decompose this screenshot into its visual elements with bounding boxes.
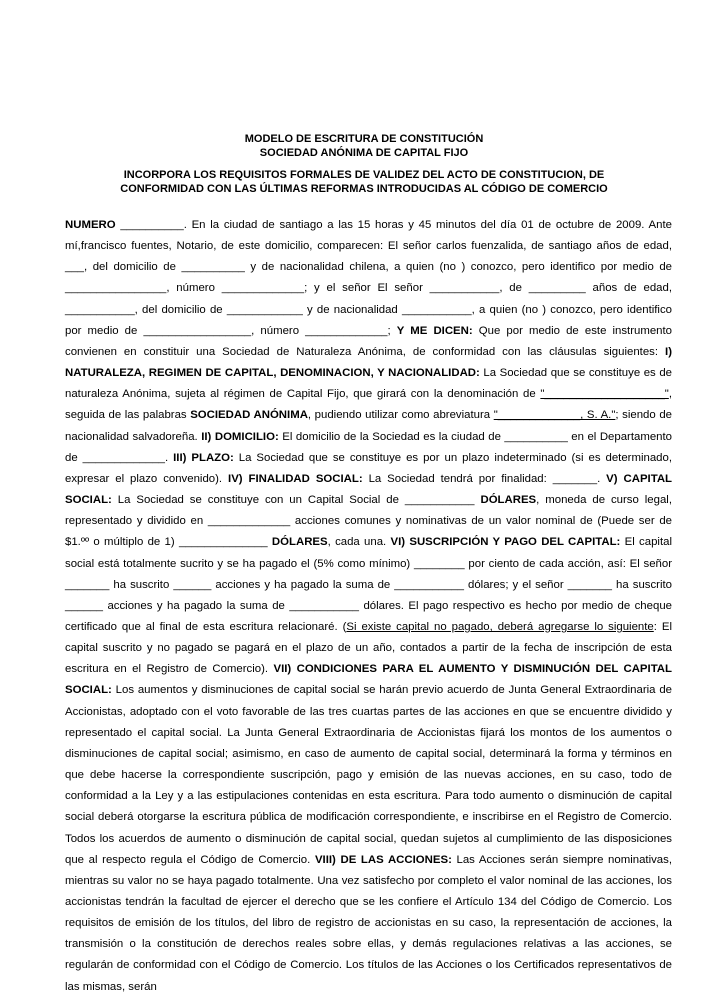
clause-heading-domicilio: II) DOMICILIO:	[201, 430, 279, 443]
body-text: La Sociedad se constituye con un Capital Social de ___________	[111, 494, 475, 507]
clause-heading-suscripcion: VI) SUSCRIPCIÓN Y PAGO DEL CAPITAL:	[390, 536, 621, 549]
abreviatura-blank: "_____________, S. A."	[493, 409, 616, 422]
dolares-label: DÓLARES	[480, 494, 537, 507]
body-text: El domicilio de la Sociedad es la ciudad de __________ en el Departamento de _____________.	[65, 430, 673, 464]
document-title-line-1: MODELO DE ESCRITURA DE CONSTITUCIÓN	[244, 133, 484, 145]
body-text: , pudiendo utilizar como abreviatura	[307, 409, 494, 422]
clause-heading-condiciones-capital: VII) CONDICIONES PARA EL AUMENTO Y DISMINUCIÓN DEL CAPITAL SOCIAL:	[65, 663, 672, 697]
clause-heading-finalidad: IV) FINALIDAD SOCIAL:	[228, 472, 363, 485]
document-subtitle-line-1: INCORPORA LOS REQUISITOS FORMALES DE VALIDEZ DEL ACTO DE CONSTITUCION, DE	[123, 169, 605, 181]
body-text: , seguida de las palabras	[65, 388, 672, 422]
clause-heading-plazo: III) PLAZO:	[173, 451, 234, 464]
body-text: La Sociedad tendrá por finalidad: _______.	[362, 472, 601, 485]
body-text: ; siendo de nacionalidad salvadoreña.	[65, 409, 672, 443]
body-text: Que por medio de este instrumento convienen en constituir una Sociedad de Naturaleza Anónima, de conformidad con las cláusulas siguientes:	[65, 324, 673, 358]
body-text: __________. En la ciudad de santiago a las 15 horas y 45 minutos del día 01 de octubre de 2009. Ante mí,francisco fuentes, Notario, de este domicilio, comparecen: El señor carlos fuenzalida, de santiago años de edad, ___, del domicilio de __________ y de nacionalidad chilena, a quien (no ) conozco, pero identifico por medio de ________________, número _____________; y el señor El señor ___________, de _________ años de edad, ___________, del domicilio de ____________ y de nacionalidad ___________, a quien (no ) conozco, pero identifico por medio de _________________, número _____________;	[65, 219, 672, 337]
clause-heading-naturaleza: I) NATURALEZA, REGIMEN DE CAPITAL, DENOMINACION, Y NACIONALIDAD:	[65, 345, 672, 380]
dolares-label: DÓLARES	[271, 536, 328, 549]
clause-heading-capital-social: V) CAPITAL SOCIAL:	[65, 472, 672, 507]
y-me-dicen-label: Y ME DICEN:	[396, 324, 473, 337]
body-text: , cada una.	[327, 536, 387, 549]
body-text: Las Acciones serán siempre nominativas, mientras su valor no se haya pagado totalmente. Una vez satisfecho por completo el valor nominal de las acciones, los accionistas tendrán la facultad de ejercer el derecho que se les confiere el Artículo 134 del Código de Comercio. Los requisitos de emisión de los títulos, del libro de registro de accionistas en su caso, la representación de acciones, la transmisión o la constitución de derechos reales sobre ellas, y demás regulaciones relativas a las acciones, se regularán de conformidad con el Código de Comercio. Los títulos de las Acciones o los Certificados representativos de las mismas, serán	[65, 853, 672, 993]
body-text: , moneda de curso legal, representado y dividido en _____________ acciones comunes y nominativas de un valor nominal de (Puede ser de $1.ºº o múltiplo de 1) ______________	[65, 494, 672, 549]
body-text: El capital social está totalmente sucrito y se ha pagado el (5% como mínimo) ________ por ciento de cada acción, así: El señor _______ ha suscrito ______ acciones y ha pagado la suma de ___________ dólares; y el señor _______ ha suscrito ______ acciones y ha pagado la suma de ___________ dólares. El pago respectivo es hecho por medio de cheque certificado que al final de esta escritura relacionaré. (	[65, 536, 672, 633]
body-text: : El capital suscrito y no pagado se pagará en el plazo de un año, contados a partir de la fecha de inscripción de esta escritura en el Registro de Comercio).	[65, 620, 672, 676]
sociedad-anonima-label: SOCIEDAD ANÓNIMA	[190, 409, 308, 422]
document-body	[65, 215, 672, 998]
document-title-line-2: SOCIEDAD ANÓNIMA DE CAPITAL FIJO	[259, 147, 469, 159]
body-text: La Sociedad que se constituye es de naturaleza Anónima, sujeta al régimen de Capital Fijo, que girará con la denominación de	[65, 367, 672, 401]
numero-label: NUMERO	[65, 219, 116, 231]
body-text: La Sociedad que se constituye es por un plazo indeterminado (si es determinado, expresar el plazo convenido).	[65, 451, 672, 485]
denominacion-blank: "___________________"	[540, 388, 669, 401]
clause-heading-acciones: VIII) DE LAS ACCIONES:	[314, 853, 452, 866]
conditional-note: Si existe capital no pagado, deberá agregarse lo siguiente	[346, 620, 654, 633]
document-subtitle-line-2: CONFORMIDAD CON LAS ÚLTIMAS REFORMAS INTRODUCIDAS AL CÓDIGO DE COMERCIO	[120, 183, 608, 195]
body-text: Los aumentos y disminuciones de capital social se harán previo acuerdo de Junta General Extraordinaria de Accionistas, adoptado con el voto favorable de las tres cuartas partes de las acciones en que se encuentre dividido y representado el capital social. La Junta General Extraordinaria de Accionistas fijará los montos de los aumentos o disminuciones de capital social; asimismo, en caso de aumento de capital social, determinará la forma y términos en que debe hacerse la correspondiente suscripción, pago y emisión de las nuevas acciones, en su caso, todo de conformidad a la Ley y a las estipulaciones contenidas en esta escritura. Para todo aumento o disminución de capital social deberá otorgarse la escritura pública de modificación correspondiente, e inscribirse en el Registro de Comercio. Todos los acuerdos de aumento o disminución de capital social, quedan sujetos al cumplimiento de las disposiciones que al respecto regula el Código de Comercio.	[65, 684, 672, 866]
